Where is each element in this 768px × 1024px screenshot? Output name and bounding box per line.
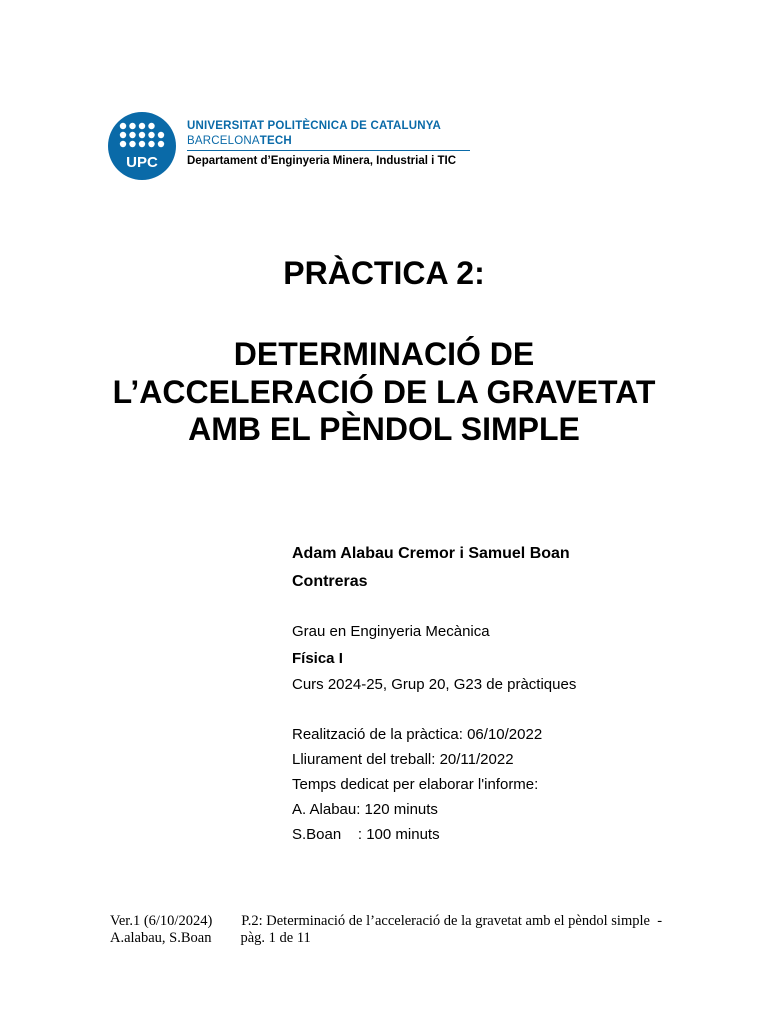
subject-name: Física I: [292, 650, 343, 667]
practice-subject-title: DETERMINACIÓ DE L’ACCELERACIÓ DE LA GRAVETAT AMB EL PÈNDOL SIMPLE: [112, 336, 656, 447]
upc-logo-block: [108, 112, 478, 184]
logo-text: UPC: [126, 154, 158, 171]
page-footer: Ver.1 (6/10/2024) P.2: Determinació de l’acceleració de la gravetat amb el pèndol simple - A.alabau, S.Boan pàg. 1 de 11: [110, 913, 665, 946]
time-heading: Temps dedicat per elaborar l'informe:: [292, 776, 539, 793]
upc-logo-icon: [108, 112, 176, 180]
logo-divider: [187, 150, 470, 151]
delivery-date: Lliurament del treball: 20/11/2022: [292, 751, 514, 768]
university-name: UNIVERSITAT POLITÈCNICA DE CATALUNYA: [187, 120, 442, 132]
department-name: Departament d’Enginyeria Minera, Industrial i TIC: [187, 155, 457, 167]
course-group: Curs 2024-25, Grup 20, G23 de pràctiques: [292, 676, 577, 693]
time-alabau: A. Alabau: 120 minuts: [292, 801, 438, 818]
degree-name: Grau en Enginyeria Mecànica: [292, 623, 490, 640]
university-subtitle-plain: BARCELONA: [187, 135, 260, 147]
authors: Adam Alabau Cremor i Samuel Boan Contreras: [292, 545, 570, 590]
realization-date: Realització de la pràctica: 06/10/2022: [292, 726, 543, 743]
university-subtitle-bold: TECH: [259, 135, 292, 147]
practice-title: PRÀCTICA 2:: [283, 255, 485, 291]
university-subtitle: [187, 135, 292, 147]
time-boan: S.Boan : 100 minuts: [292, 826, 440, 843]
